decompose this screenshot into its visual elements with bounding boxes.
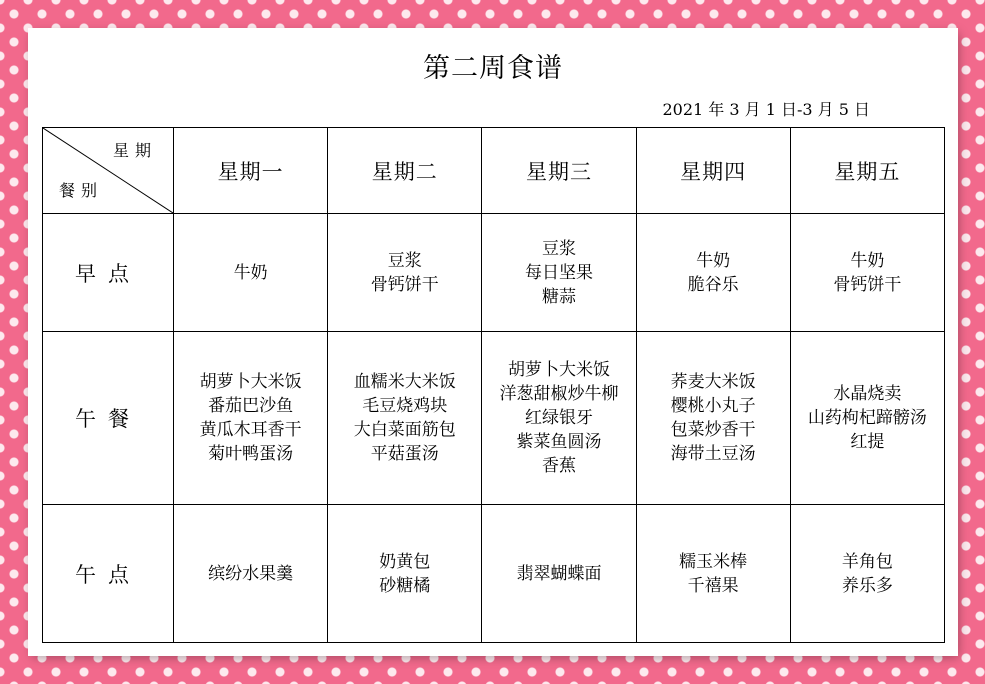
menu-item: 糯玉米棒 bbox=[679, 551, 748, 572]
menu-item: 牛奶 bbox=[696, 250, 731, 271]
menu-item: 翡翠蝴蝶面 bbox=[516, 563, 602, 584]
menu-item: 胡萝卜大米饭 bbox=[507, 360, 610, 380]
menu-cell bbox=[174, 505, 328, 643]
day-header-mon: 星期一 bbox=[174, 128, 328, 214]
menu-item: 砂糖橘 bbox=[379, 575, 431, 596]
menu-cell bbox=[174, 332, 328, 505]
day-header-fri: 星期五 bbox=[790, 128, 944, 214]
menu-item: 红提 bbox=[850, 432, 885, 452]
menu-item: 千禧果 bbox=[687, 575, 739, 596]
menu-item: 香蕉 bbox=[541, 456, 576, 476]
menu-item: 平菇蛋汤 bbox=[370, 444, 439, 464]
corner-header bbox=[43, 128, 174, 214]
meal-label: 午餐 bbox=[43, 332, 174, 505]
menu-item: 骨钙饼干 bbox=[833, 274, 902, 295]
menu-item: 胡萝卜大米饭 bbox=[199, 372, 302, 392]
menu-cell bbox=[636, 214, 790, 332]
menu-item: 血糯米大米饭 bbox=[353, 372, 456, 392]
menu-item: 养乐多 bbox=[841, 575, 893, 596]
menu-cell bbox=[328, 214, 482, 332]
menu-item: 洋葱甜椒炒牛柳 bbox=[499, 384, 619, 404]
menu-item: 骨钙饼干 bbox=[370, 274, 439, 295]
menu-item: 脆谷乐 bbox=[687, 274, 739, 295]
menu-cell bbox=[482, 214, 636, 332]
corner-weekday-label: 星期 bbox=[112, 141, 157, 160]
menu-cell bbox=[790, 214, 944, 332]
menu-item: 每日坚果 bbox=[524, 262, 593, 283]
meal-row-breakfast bbox=[43, 214, 945, 332]
menu-item: 红绿银牙 bbox=[524, 408, 593, 428]
day-header-tue: 星期二 bbox=[328, 128, 482, 214]
menu-item: 荞麦大米饭 bbox=[670, 372, 756, 392]
menu-item: 番茄巴沙鱼 bbox=[208, 396, 294, 416]
menu-item: 菊叶鸭蛋汤 bbox=[208, 444, 294, 464]
menu-cell bbox=[790, 332, 944, 505]
menu-item: 樱桃小丸子 bbox=[670, 396, 756, 416]
menu-item: 水晶烧卖 bbox=[833, 384, 902, 404]
menu-item: 包菜炒香干 bbox=[670, 420, 756, 440]
menu-sheet bbox=[30, 30, 956, 654]
menu-cell bbox=[636, 505, 790, 643]
menu-cell bbox=[328, 505, 482, 643]
menu-cell bbox=[790, 505, 944, 643]
menu-item: 奶黄包 bbox=[379, 551, 431, 572]
corner-meal-label: 餐别 bbox=[59, 181, 104, 200]
menu-item: 豆浆 bbox=[387, 250, 422, 271]
menu-item: 海带土豆汤 bbox=[670, 444, 756, 464]
menu-item: 缤纷水果羹 bbox=[208, 563, 294, 584]
menu-item: 毛豆烧鸡块 bbox=[362, 396, 448, 416]
date-range: 2021 年 3 月 1 日-3 月 5 日 bbox=[662, 100, 870, 119]
menu-item: 糖蒜 bbox=[541, 286, 576, 307]
menu-table bbox=[42, 127, 945, 643]
day-header-thu: 星期四 bbox=[636, 128, 790, 214]
menu-item: 黄瓜木耳香干 bbox=[199, 420, 302, 440]
menu-item: 羊角包 bbox=[841, 551, 893, 572]
page-title: 第二周食谱 bbox=[423, 53, 563, 84]
meal-label: 早点 bbox=[43, 214, 174, 332]
menu-cell bbox=[482, 332, 636, 505]
menu-item: 山药枸杞蹄髈汤 bbox=[807, 408, 927, 428]
menu-cell bbox=[636, 332, 790, 505]
day-header-wed: 星期三 bbox=[482, 128, 636, 214]
menu-cell bbox=[174, 214, 328, 332]
meal-row-snack bbox=[43, 505, 945, 643]
meal-row-lunch bbox=[43, 332, 945, 505]
menu-cell bbox=[482, 505, 636, 643]
menu-cell bbox=[328, 332, 482, 505]
meal-label: 午点 bbox=[43, 505, 174, 643]
menu-item: 豆浆 bbox=[541, 238, 576, 259]
menu-item: 牛奶 bbox=[233, 262, 268, 283]
menu-item: 紫菜鱼圆汤 bbox=[516, 432, 602, 452]
menu-item: 牛奶 bbox=[850, 250, 885, 271]
menu-item: 大白菜面筋包 bbox=[353, 420, 456, 440]
header-row bbox=[43, 128, 945, 214]
